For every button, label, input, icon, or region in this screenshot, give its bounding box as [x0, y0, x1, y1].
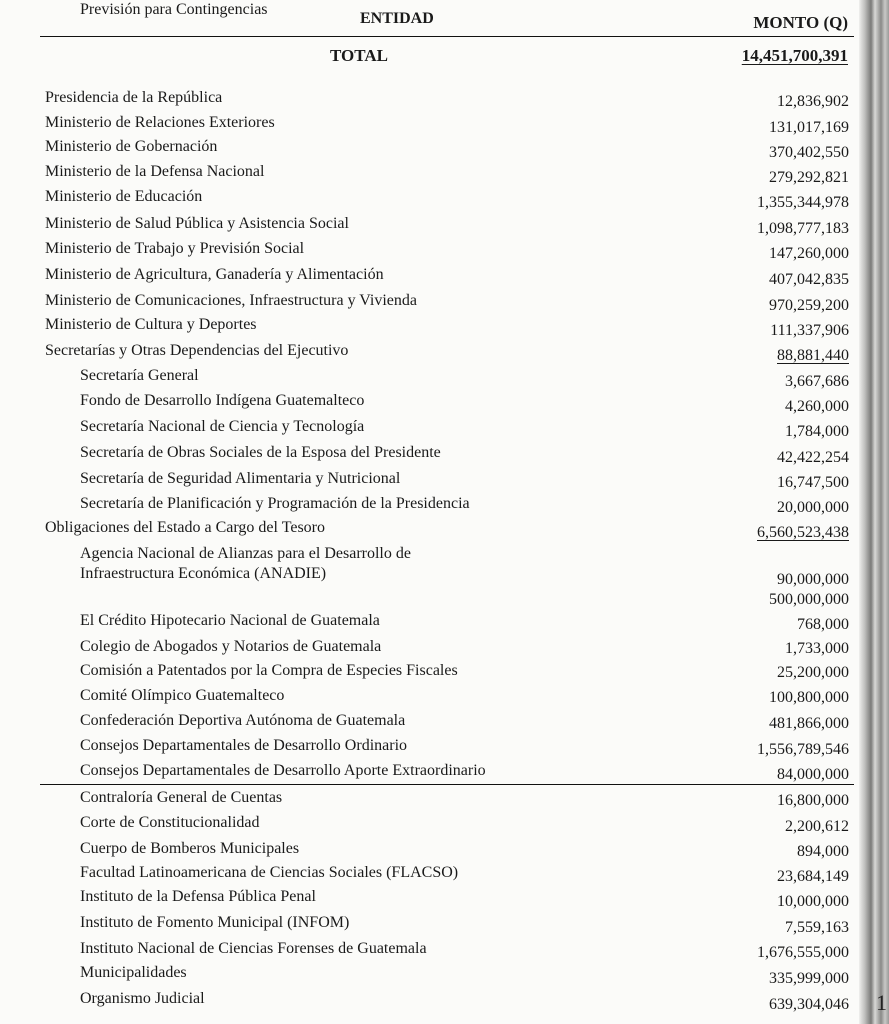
amount: 16,747,500: [777, 474, 849, 491]
entity-label: Confederación Deportiva Autónoma de Guatemala: [80, 712, 406, 729]
amount: 111,337,906: [770, 322, 849, 339]
amount: 42,422,254: [777, 449, 849, 466]
amount: 2,200,612: [785, 818, 849, 835]
amount: 10,000,000: [777, 893, 849, 910]
entity-label: Contraloría General de Cuentas: [80, 789, 283, 806]
entity-label: Ministerio de Gobernación: [45, 138, 218, 155]
entity-label: Ministerio de Trabajo y Previsión Social: [45, 240, 305, 257]
amount: 407,042,835: [769, 271, 849, 288]
amount: 3,667,686: [785, 373, 849, 390]
entity-label: Ministerio de Educación: [45, 188, 203, 205]
entity-label: Consejos Departamentales de Desarrollo Ordinario: [80, 737, 408, 754]
total-label: TOTAL: [330, 46, 388, 65]
total-value: 14,451,700,391: [741, 46, 848, 65]
amount: 1,355,344,978: [757, 194, 849, 211]
header-entidad: ENTIDAD: [360, 10, 434, 27]
entity-label: Fondo de Desarrollo Indígena Guatemalteco: [80, 392, 365, 409]
entity-label: Ministerio de Comunicaciones, Infraestructura y Vivienda: [45, 292, 417, 309]
entity-label: Secretarías y Otras Dependencias del Ejecutivo: [45, 342, 349, 359]
amount: 279,292,821: [769, 169, 849, 186]
entity-label: Comisión a Patentados por la Compra de Especies Fiscales: [80, 662, 458, 679]
amount: 12,836,902: [777, 93, 849, 110]
entity-label: Instituto de Fomento Municipal (INFOM): [80, 914, 350, 931]
amount: 481,866,000: [769, 715, 849, 732]
entity-label: Secretaría Nacional de Ciencia y Tecnología: [80, 418, 365, 435]
entity-label: Ministerio de Relaciones Exteriores: [45, 114, 275, 131]
amount: 4,260,000: [785, 398, 849, 415]
entity-label: Consejos Departamentales de Desarrollo Aporte Extraordinario: [80, 762, 486, 779]
amount: 1,676,555,000: [757, 944, 849, 961]
entity-label: Instituto de la Defensa Pública Penal: [80, 888, 316, 905]
entity-label: Secretaría de Obras Sociales de la Esposa del Presidente: [80, 444, 441, 461]
entity-label: Presidencia de la República: [45, 89, 223, 106]
entity-label: Secretaría General: [80, 367, 199, 384]
amount: 500,000,000: [769, 591, 849, 608]
margin-mark: 1: [876, 990, 887, 1015]
entity-label: Ministerio de la Defensa Nacional: [45, 163, 265, 180]
entity-label: Secretaría de Planificación y Programación de la Presidencia: [80, 495, 470, 512]
amount: 25,200,000: [777, 664, 849, 681]
entity-label-continued: Infraestructura Económica (ANADIE): [80, 565, 327, 582]
entity-label: Previsión para Contingencias: [80, 1, 268, 18]
entity-label: Ministerio de Agricultura, Ganadería y Alimentación: [45, 266, 384, 283]
entity-label: Obligaciones del Estado a Cargo del Tesoro: [45, 519, 325, 536]
entity-label: Instituto Nacional de Ciencias Forenses de Guatemala: [80, 940, 427, 957]
amount: 639,304,046: [769, 996, 849, 1013]
entity-label: Colegio de Abogados y Notarios de Guatemala: [80, 638, 382, 655]
amount: 100,800,000: [769, 689, 849, 706]
amount: 1,556,789,546: [757, 741, 849, 758]
section-divider: [40, 784, 854, 785]
amount: 1,098,777,183: [757, 220, 849, 237]
entity-label: Comité Olímpico Guatemalteco: [80, 687, 285, 704]
entity-label: Municipalidades: [80, 964, 187, 981]
amount: 370,402,550: [769, 144, 849, 161]
amount: 90,000,000: [777, 571, 849, 588]
entity-label: Agencia Nacional de Alianzas para el Desarrollo de: [80, 545, 411, 562]
entity-label: Ministerio de Salud Pública y Asistencia Social: [45, 215, 349, 232]
entity-label: Cuerpo de Bomberos Municipales: [80, 840, 300, 857]
amount: 131,017,169: [769, 119, 849, 136]
subtotal-amount: 88,881,440: [777, 347, 849, 364]
amount: 1,733,000: [785, 640, 849, 657]
amount: 335,999,000: [769, 970, 849, 987]
header-monto: MONTO (Q): [753, 13, 848, 32]
amount: 970,259,200: [769, 297, 849, 314]
entity-label: Ministerio de Cultura y Deportes: [45, 316, 257, 333]
entity-label: Secretaría de Seguridad Alimentaria y Nutricional: [80, 470, 401, 487]
amount: 16,800,000: [777, 792, 849, 809]
amount: 1,784,000: [785, 423, 849, 440]
amount: 894,000: [797, 843, 849, 860]
entity-label: El Crédito Hipotecario Nacional de Guatemala: [80, 612, 380, 629]
amount: 20,000,000: [777, 499, 849, 516]
entity-label: Corte de Constitucionalidad: [80, 814, 260, 831]
entity-label: Organismo Judicial: [80, 990, 205, 1007]
amount: 768,000: [797, 616, 849, 633]
entity-label: Facultad Latinoamericana de Ciencias Sociales (FLACSO): [80, 864, 459, 881]
amount: 84,000,000: [777, 766, 849, 783]
amount: 147,260,000: [769, 245, 849, 262]
subtotal-amount: 6,560,523,438: [757, 524, 849, 541]
amount: 7,559,163: [785, 919, 849, 936]
amount: 23,684,149: [777, 868, 849, 885]
